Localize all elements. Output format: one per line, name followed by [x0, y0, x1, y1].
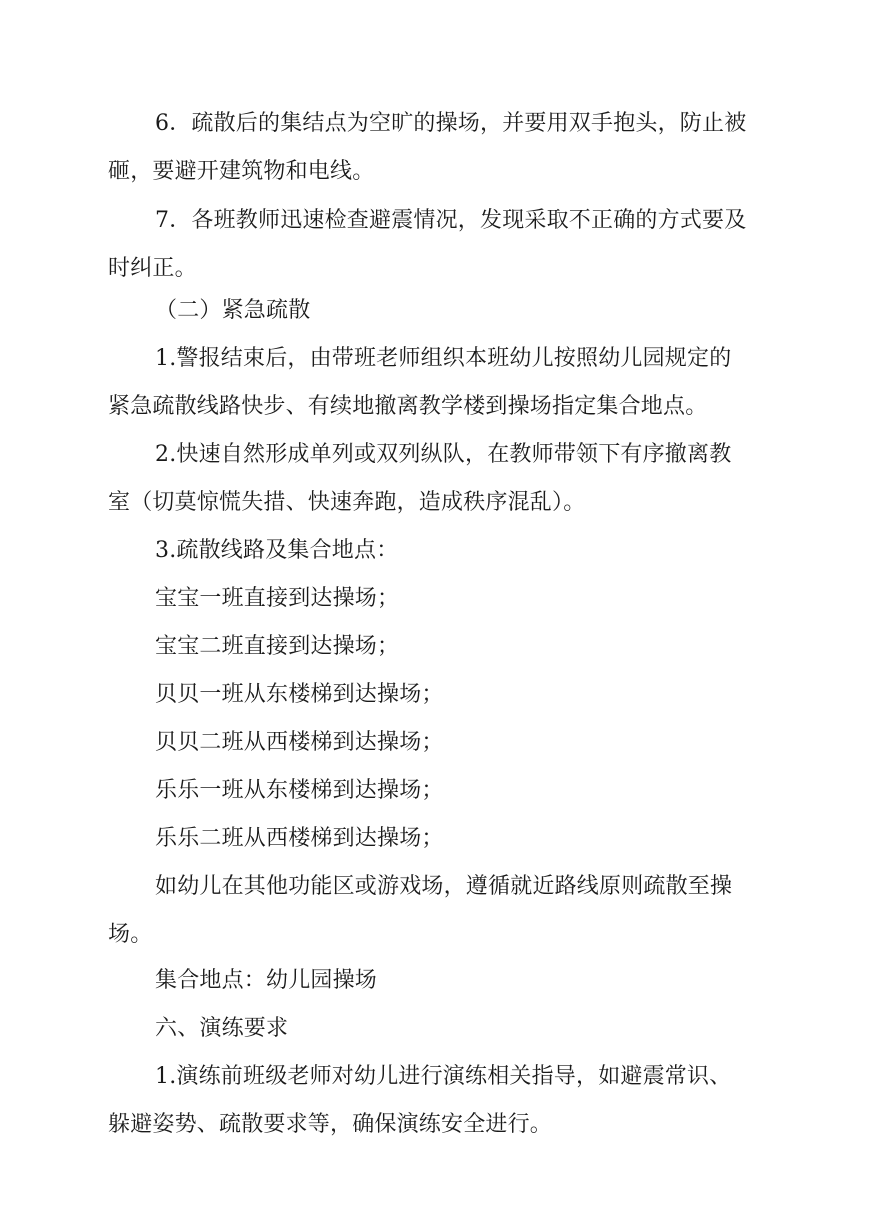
- paragraph-line: 3.疏散线路及集合地点：: [155, 538, 399, 563]
- paragraph-line: 6．疏散后的集结点为空旷的操场，并要用双手抱头，防止被: [155, 111, 747, 136]
- paragraph-line: 7．各班教师迅速检查避震情况，发现采取不正确的方式要及: [155, 208, 747, 233]
- section-heading: 六、演练要求: [155, 1016, 289, 1041]
- paragraph-line: 躲避姿势、疏散要求等，确保演练安全进行。: [108, 1112, 553, 1137]
- paragraph-line: 砸，要避开建筑物和电线。: [108, 159, 375, 184]
- paragraph-line: 2.快速自然形成单列或双列纵队，在教师带领下有序撤离教: [155, 442, 732, 467]
- paragraph-line: 1.演练前班级老师对幼儿进行演练相关指导，如避震常识、: [155, 1064, 732, 1089]
- list-item: 宝宝二班直接到达操场；: [155, 634, 400, 659]
- paragraph-line: 时纠正。: [108, 256, 197, 281]
- paragraph-line: 场。: [108, 922, 153, 947]
- paragraph-line: 紧急疏散线路快步、有续地撤离教学楼到操场指定集合地点。: [108, 394, 708, 419]
- paragraph-line: 集合地点：幼儿园操场: [155, 968, 378, 993]
- paragraph-line: 1.警报结束后，由带班老师组织本班幼儿按照幼儿园规定的: [155, 346, 732, 371]
- list-item: 贝贝一班从东楼梯到达操场；: [155, 682, 444, 707]
- paragraph-line: 如幼儿在其他功能区或游戏场，遵循就近路线原则疏散至操: [155, 874, 733, 899]
- section-heading: （二）紧急疏散: [155, 298, 311, 323]
- list-item: 乐乐二班从西楼梯到达操场；: [155, 826, 444, 851]
- paragraph-line: 室（切莫惊慌失措、快速奔跑，造成秩序混乱）。: [108, 490, 586, 515]
- list-item: 乐乐一班从东楼梯到达操场；: [155, 778, 444, 803]
- list-item: 宝宝一班直接到达操场；: [155, 586, 400, 611]
- list-item: 贝贝二班从西楼梯到达操场；: [155, 730, 444, 755]
